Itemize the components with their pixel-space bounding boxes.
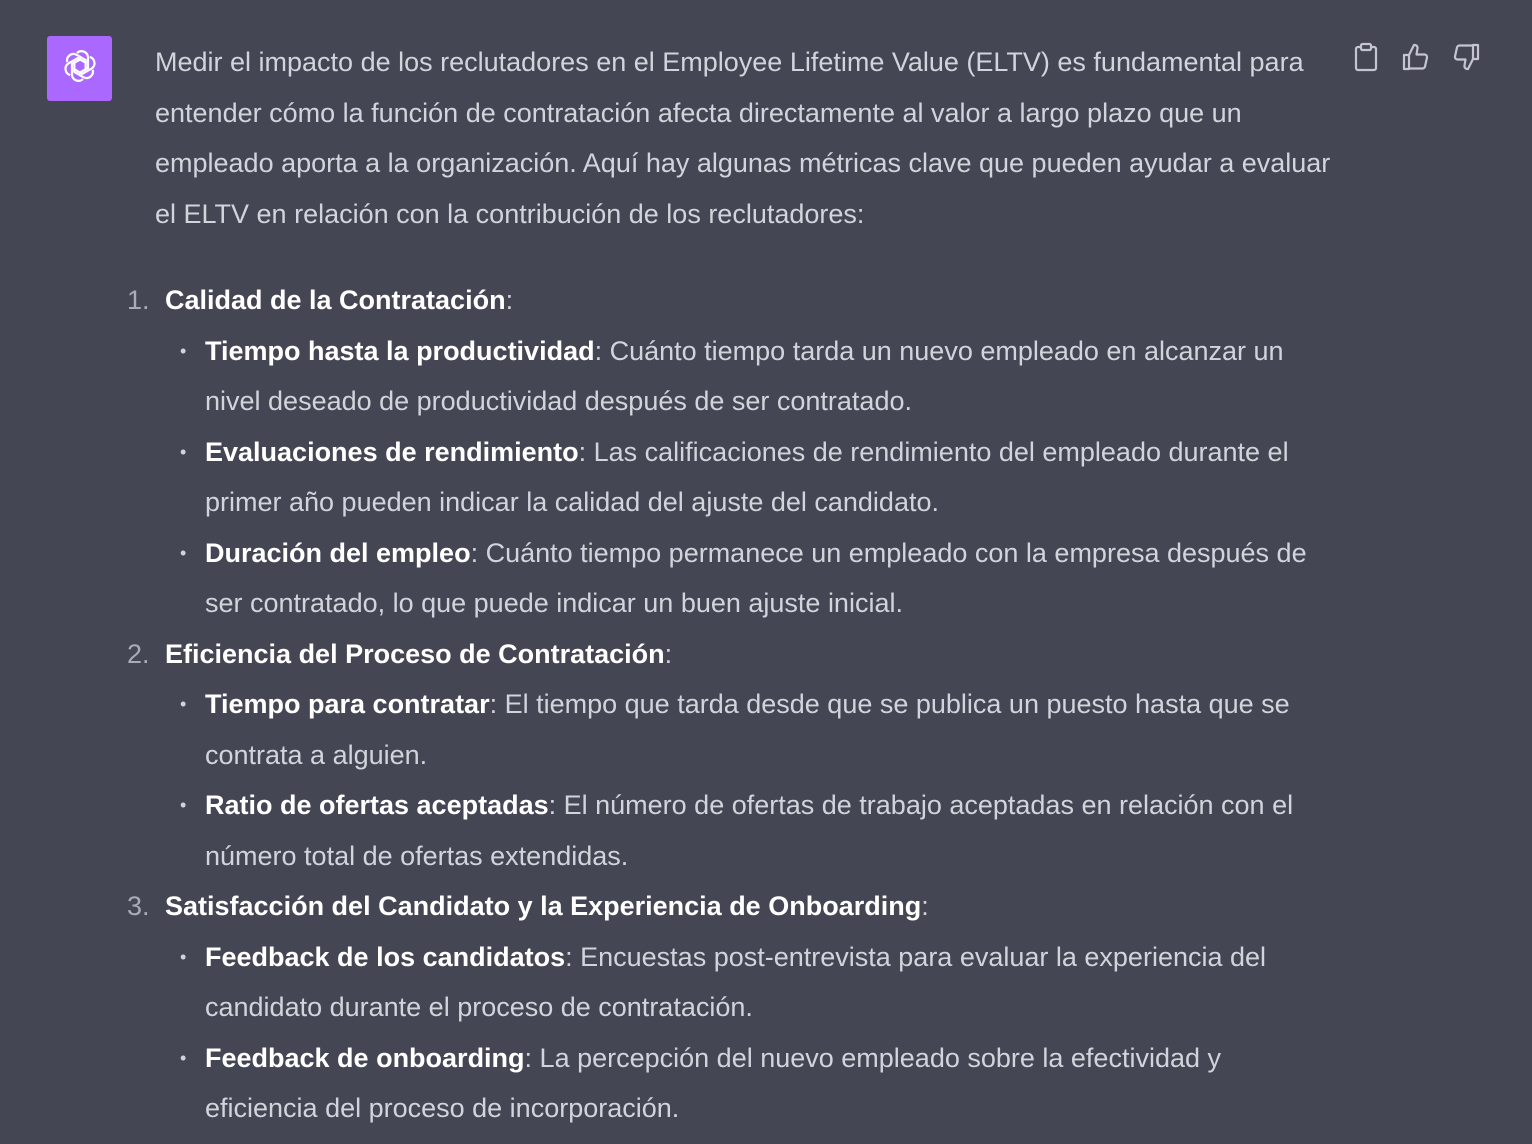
message-body	[127, 37, 1335, 1134]
thumbs-down-button[interactable]	[1450, 42, 1482, 76]
sub-list-item	[180, 427, 1335, 528]
copy-button[interactable]	[1350, 42, 1382, 76]
assistant-avatar	[47, 36, 112, 101]
item-term: Ratio de ofertas aceptadas	[205, 790, 549, 820]
sub-list	[165, 932, 1335, 1134]
sub-list-item	[180, 932, 1335, 1033]
bullet-icon: •	[180, 946, 187, 967]
list-number: 1.	[127, 285, 150, 315]
item-desc: : Cuánto tiempo permanece un empleado con la empresa después de ser contratado, lo que puede indicar un buen ajuste inicial.	[205, 537, 1307, 618]
bullet-icon: •	[180, 1047, 187, 1068]
item-term: Feedback de los candidatos	[205, 941, 566, 972]
bullet-icon: •	[180, 340, 187, 361]
item-desc: : Encuestas post-entrevista para evaluar la experiencia del candidato durante el proceso de contratación.	[205, 941, 1267, 1022]
item-desc: : Cuánto tiempo tarda un nuevo empleado en alcanzar un nivel deseado de productividad después de ser contratado.	[205, 335, 1284, 416]
sub-list-item	[180, 326, 1335, 427]
item-desc: : La percepción del nuevo empleado sobre la efectividad y eficiencia del proceso de incorporación.	[205, 1042, 1221, 1123]
list-item	[127, 275, 1335, 629]
openai-logo-icon	[60, 46, 100, 91]
clipboard-icon	[1353, 42, 1379, 77]
section-title: Calidad de la Contratación	[165, 285, 506, 315]
metrics-list	[127, 275, 1335, 1134]
sub-list	[165, 679, 1335, 881]
bullet-icon: •	[180, 795, 187, 815]
list-item	[127, 881, 1335, 1134]
section-suffix: :	[921, 891, 929, 921]
item-desc: : El número de ofertas de trabajo aceptadas en relación con el número total de ofertas extendidas.	[205, 790, 1294, 871]
list-number: 2.	[127, 638, 150, 669]
section-title: Eficiencia del Proceso de Contratación	[165, 638, 665, 669]
item-term: Duración del empleo	[205, 537, 471, 568]
list-number: 3.	[127, 891, 150, 921]
thumbs-up-icon	[1401, 42, 1431, 77]
bullet-icon: •	[180, 694, 187, 714]
thumbs-down-icon	[1451, 42, 1481, 77]
thumbs-up-button[interactable]	[1400, 42, 1432, 76]
sub-list-item	[180, 679, 1335, 780]
sub-list-item	[180, 1033, 1335, 1134]
bullet-icon: •	[180, 441, 187, 462]
sub-list-item	[180, 780, 1335, 881]
item-term: Tiempo hasta la productividad	[205, 335, 595, 366]
section-suffix: :	[664, 638, 673, 669]
section-suffix: :	[505, 285, 514, 315]
message-actions	[1350, 42, 1482, 76]
item-desc: : Las calificaciones de rendimiento del empleado durante el primer año pueden indicar la calidad del ajuste del candidato.	[205, 436, 1289, 517]
item-term: Evaluaciones de rendimiento	[205, 436, 579, 467]
bullet-icon: •	[180, 542, 187, 563]
section-title: Satisfacción del Candidato y la Experiencia de Onboarding	[165, 891, 922, 921]
item-term: Feedback de onboarding	[205, 1042, 525, 1073]
intro-paragraph: Medir el impacto de los reclutadores en el Employee Lifetime Value (ELTV) es fundamental para entender cómo la función de contratación afecta directamente al valor a largo plazo que un empleado aporta a la organización. Aquí hay algunas métricas clave que pueden ayudar a evaluar el ELTV en relación con la contribución de los reclutadores:	[155, 47, 1331, 229]
item-desc: : El tiempo que tarda desde que se publica un puesto hasta que se contrata a alguien.	[205, 689, 1290, 770]
list-item	[127, 629, 1335, 882]
item-term: Tiempo para contratar	[205, 689, 490, 719]
sub-list	[165, 326, 1335, 629]
sub-list-item	[180, 528, 1335, 629]
